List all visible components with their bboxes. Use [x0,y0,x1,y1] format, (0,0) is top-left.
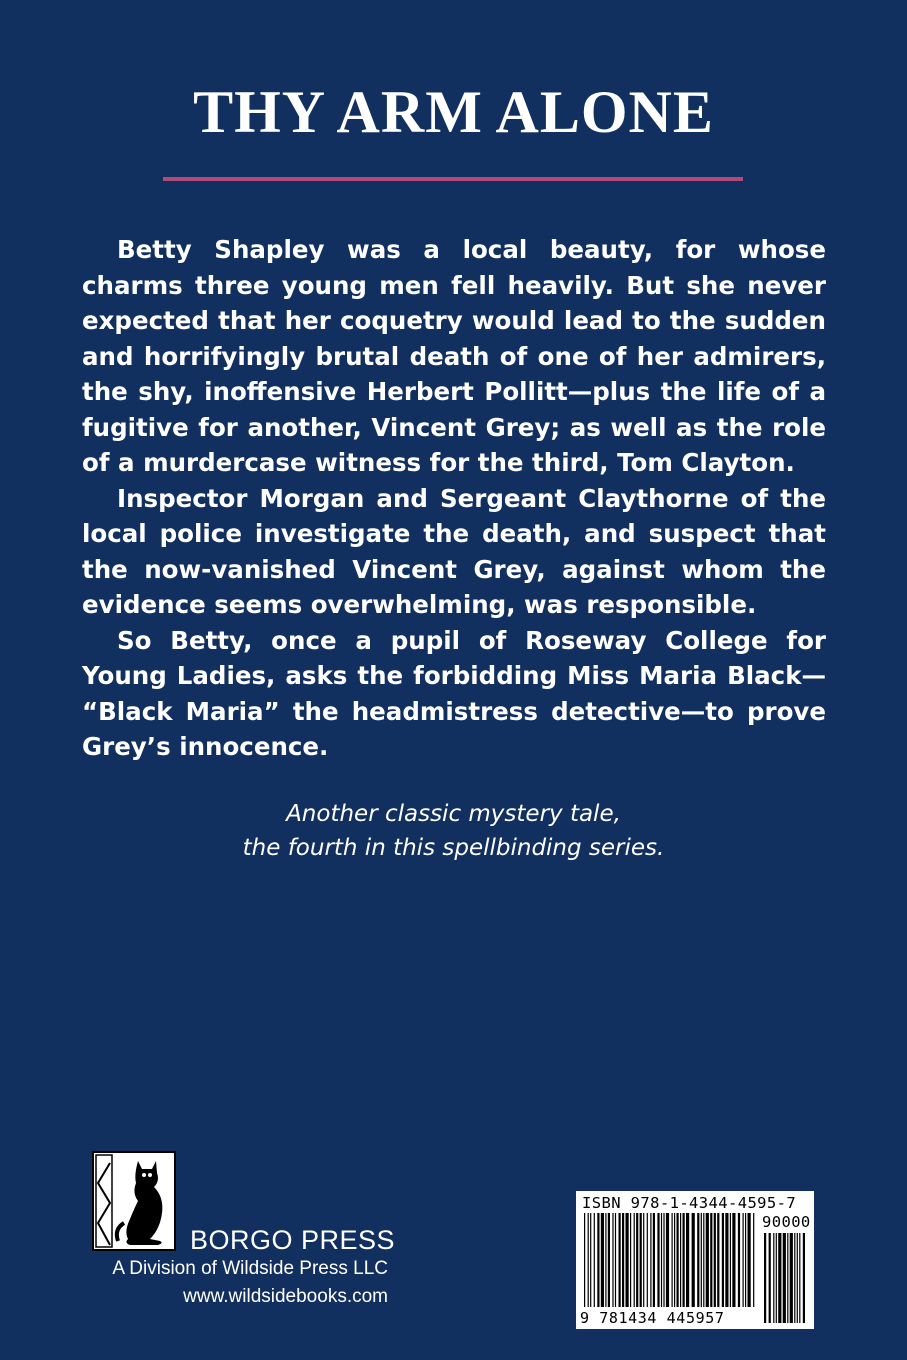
barcode-bar [626,1213,629,1307]
barcode-bar [703,1213,704,1307]
barcode-bar [732,1213,735,1307]
isbn-label: ISBN 978-1-4344-4595-7 [582,1194,797,1212]
barcode-bar [738,1213,740,1307]
barcode-bar [661,1213,662,1307]
barcode-bar [769,1233,771,1323]
tagline [0,797,907,865]
publisher-website[interactable]: www.wildsidebooks.com [183,1286,388,1307]
barcode-bar [748,1213,751,1307]
barcode-bar [634,1213,635,1307]
price-code: 90000 [762,1213,811,1231]
barcode-bar [787,1233,788,1323]
barcode-bar [710,1213,712,1307]
barcode-bar [745,1213,746,1307]
barcode-bar [666,1213,669,1307]
publisher-division: A Division of Wildside Press LLC [112,1258,388,1279]
barcode-bar [622,1213,624,1307]
barcode-bar [799,1233,800,1323]
barcode-bar [615,1213,616,1307]
barcode-bar [706,1213,709,1307]
barcode-bar [612,1213,613,1307]
barcode-bar [647,1213,648,1307]
barcode-bar [764,1233,766,1323]
barcode-bar [794,1233,795,1323]
barcode-bar [790,1233,793,1323]
barcode-bar [697,1213,699,1307]
barcode-bar [650,1213,651,1307]
barcode-bar [597,1213,599,1307]
barcode-bar [677,1213,679,1307]
isbn-barcode [576,1191,814,1329]
barcode-bar [717,1213,719,1307]
barcode-bar [594,1213,595,1307]
barcode-bar [663,1213,664,1307]
barcode-bar [640,1213,642,1307]
addon-barcode-bars [762,1233,808,1323]
barcode-bar [619,1213,621,1307]
barcode-bar [797,1233,798,1323]
barcode-bar [725,1213,728,1307]
barcode-bar [672,1213,673,1307]
barcode-bar [636,1213,638,1307]
ean-digits: 9 781434 445957 [580,1309,725,1327]
barcode-bar [653,1213,655,1307]
blurb-paragraph: So Betty, once a pupil of Roseway College for Young Ladies, asks the forbidding Miss Maria Black— “Black Maria” the headmistress detective—to prove Grey’s innocence. [82,625,826,761]
barcode-bar [630,1213,631,1307]
barcode-bar [643,1213,644,1307]
ean-barcode-bars [582,1213,758,1307]
book-title: THY ARM ALONE [193,79,714,145]
wildside-cat-logo-icon [92,1151,176,1251]
barcode-bar [584,1213,585,1307]
barcode-bar [753,1213,754,1307]
barcode-bar [743,1213,744,1307]
blurb-paragraph: Betty Shapley was a local beauty, for whose charms three young men fell heavily. But she never expected that her coquetry would lead to the sudden and horrifyingly brutal death of one of her admirers, the shy, inoffensive Herbert Pollitt—plus the life of a fugitive for another, Vincent Grey; as well as the role of a murdercase witness for the third, Tom Clayton. [82,235,826,477]
barcode-bar [674,1213,675,1307]
barcode-bar [608,1213,610,1307]
barcode-bar [773,1233,774,1323]
barcode-bar [730,1213,731,1307]
barcode-bar [701,1213,702,1307]
barcode-bar [590,1213,591,1307]
barcode-bar [803,1233,805,1323]
barcode-bar [657,1213,659,1307]
barcode-bar [692,1213,695,1307]
tagline-line: Another classic mystery tale, [286,801,621,827]
barcode-bar [722,1213,724,1307]
book-blurb [82,232,826,765]
barcode-bar [683,1213,685,1307]
blurb-paragraph: Inspector Morgan and Sergeant Claythorne of the local police investigate the death, and suspect that the now-vanished Vincent Grey, against whom the evidence seems overwhelming, was responsible. [82,483,826,619]
barcode-bar [776,1233,777,1323]
barcode-bar [588,1213,589,1307]
barcode-bar [686,1213,689,1307]
title-divider [163,177,743,181]
tagline-line: the fourth in this spellbinding series. [242,835,665,861]
barcode-bar [714,1213,716,1307]
barcode-bar [601,1213,604,1307]
publisher-name: BORGO PRESS [190,1225,396,1255]
barcode-bar [605,1213,606,1307]
barcode-bar [783,1233,786,1323]
barcode-bar [680,1213,681,1307]
barcode-bar [778,1233,781,1323]
